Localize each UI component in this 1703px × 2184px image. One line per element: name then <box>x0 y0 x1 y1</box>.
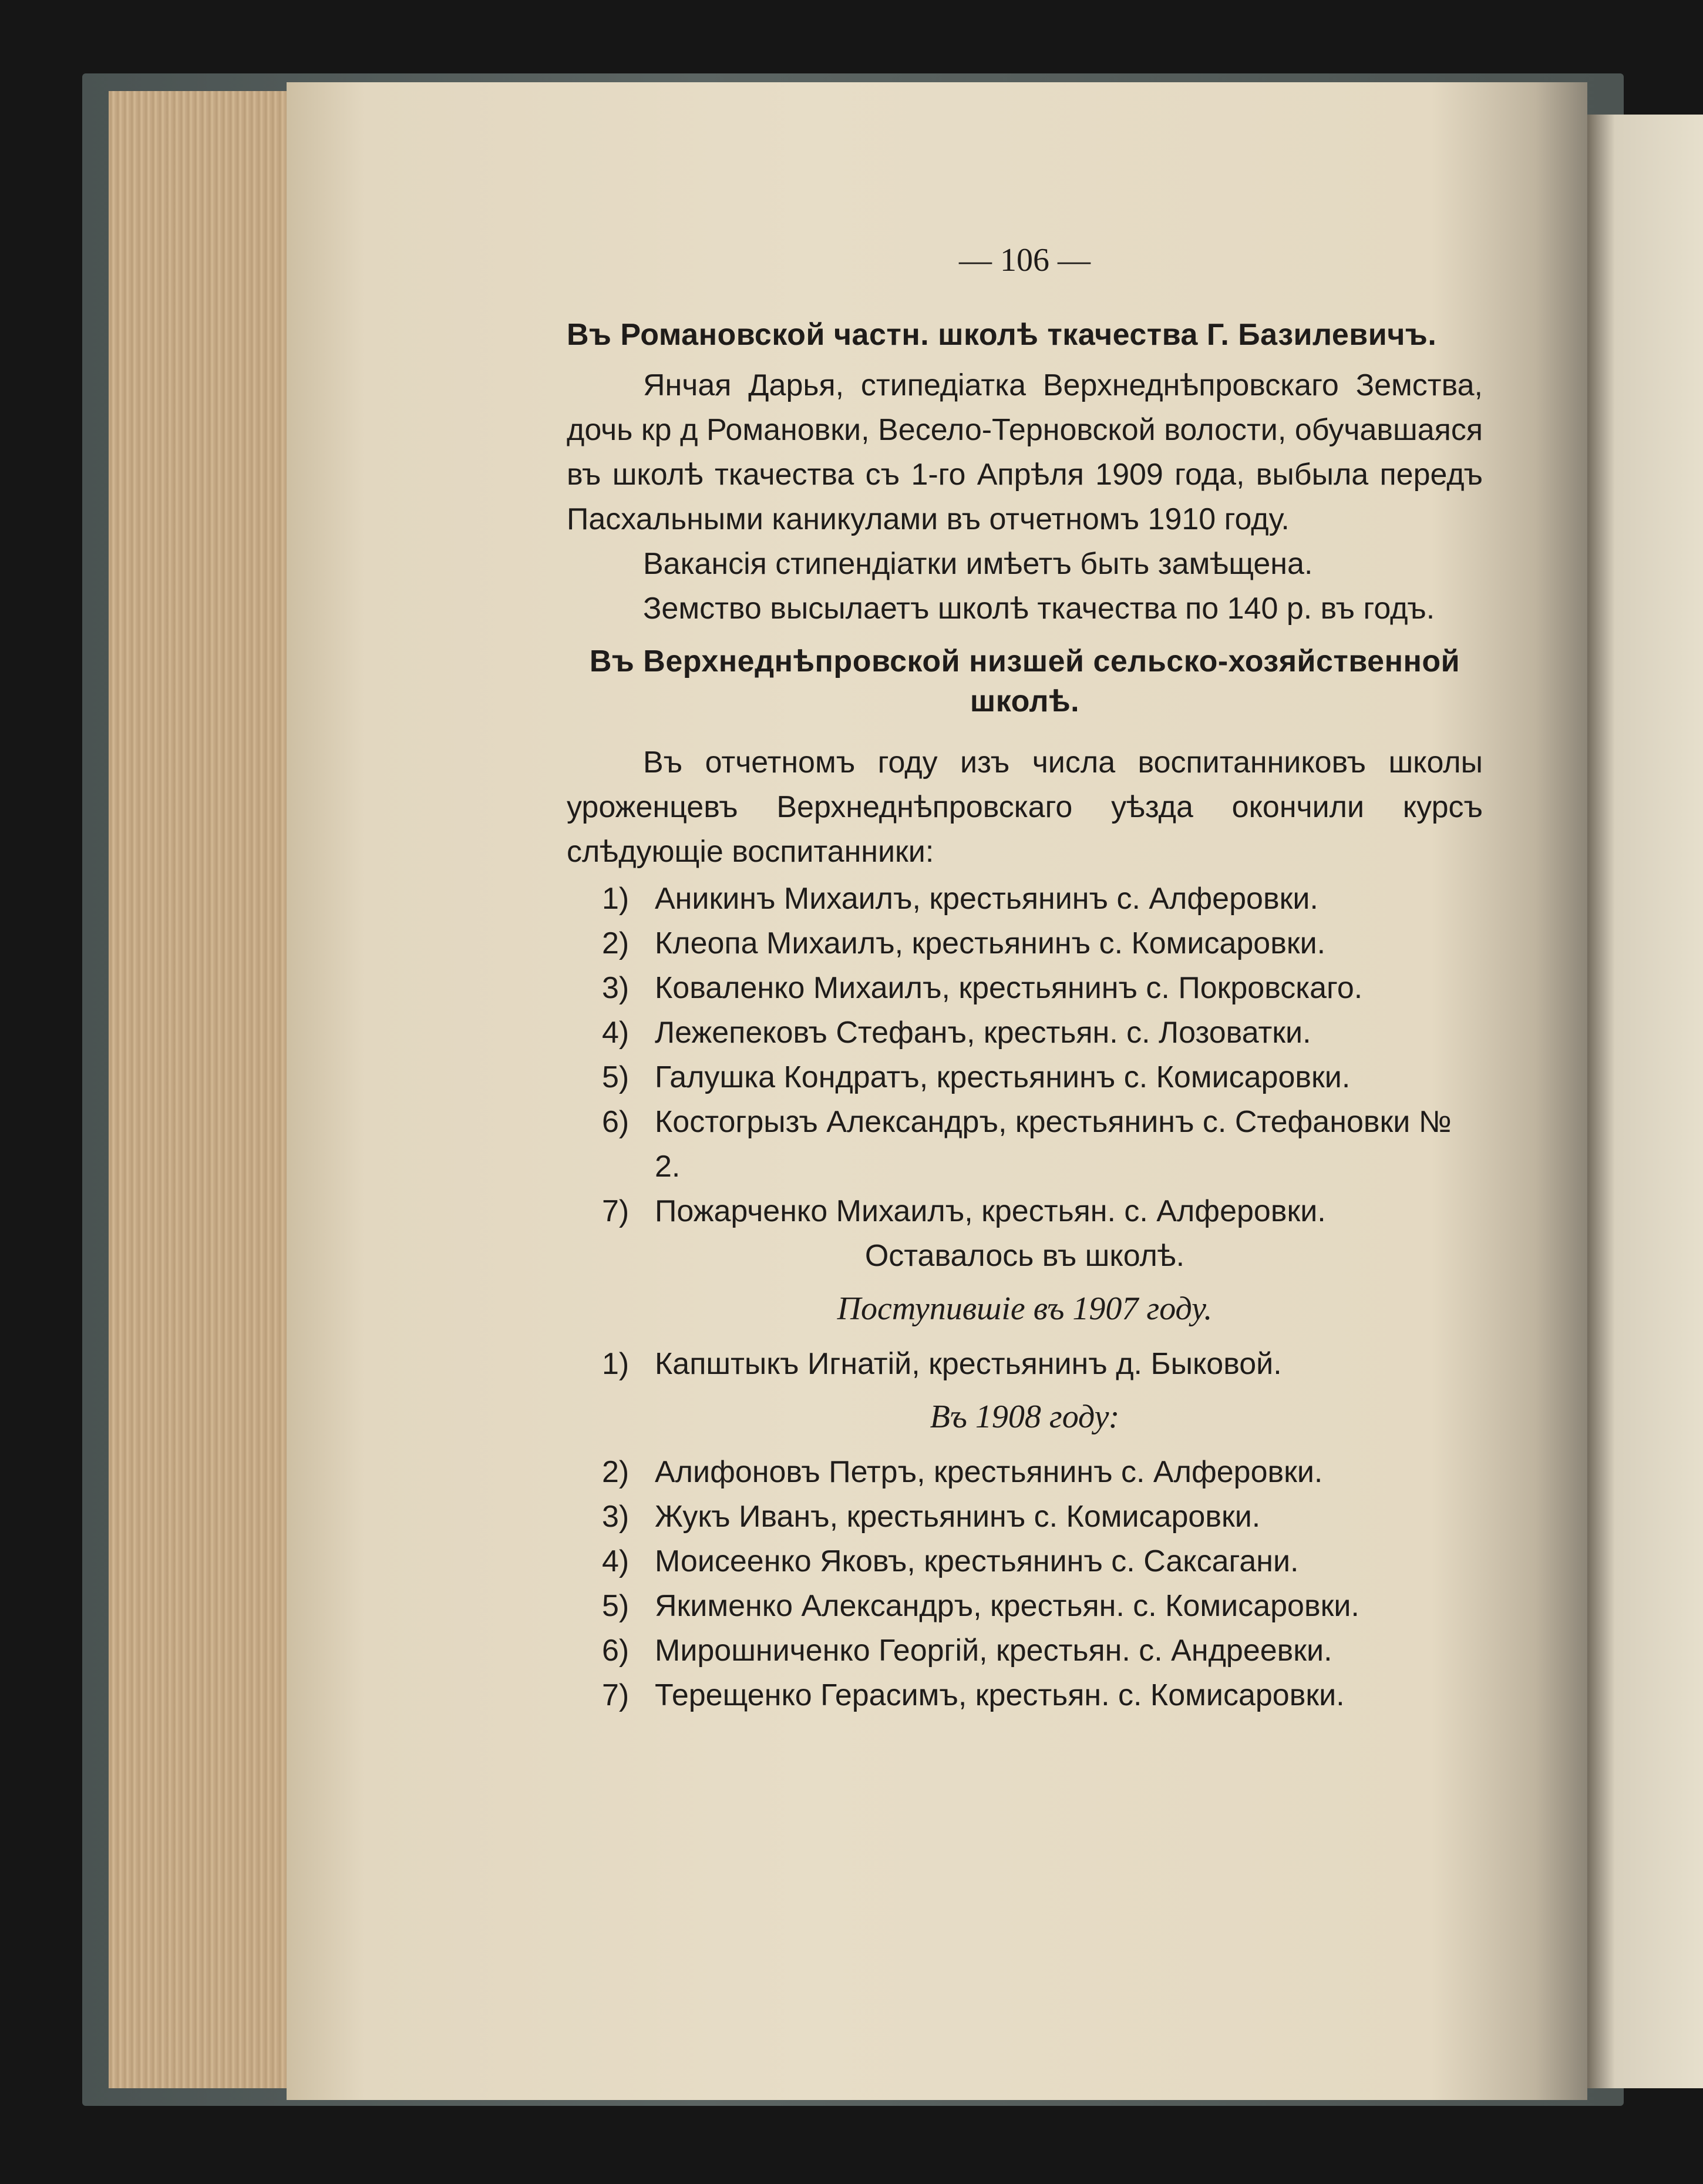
list-number: 7) <box>602 1194 630 1228</box>
admitted-1908-list <box>567 1450 1483 1718</box>
list-item <box>567 1539 1483 1584</box>
list-item <box>567 1189 1483 1234</box>
graduates-list <box>567 876 1483 1234</box>
list-text: Галушка Кондратъ, крестьянинъ с. Комисаровки. <box>655 1060 1351 1094</box>
list-number: 3) <box>602 971 630 1005</box>
admitted-1907-list <box>567 1342 1483 1386</box>
remained-line: Оставалось въ школѣ. <box>864 1239 1185 1273</box>
list-text: Коваленко Михаилъ, крестьянинъ с. Покровскаго. <box>655 971 1363 1005</box>
subheading-1908: Въ 1908 году: <box>930 1399 1120 1435</box>
list-text: Капштыкъ Игнатій, крестьянинъ д. Быковой. <box>655 1347 1282 1381</box>
list-number: 7) <box>602 1678 630 1712</box>
page-edges <box>109 91 297 2088</box>
list-number: 2) <box>602 1455 630 1489</box>
list-text: Костогрызъ Александръ, крестьянинъ с. Стефановки № 2. <box>655 1105 1452 1184</box>
list-item <box>567 1673 1483 1718</box>
list-item <box>567 1342 1483 1386</box>
paragraph: Вакансія стипендіатки имѣетъ быть замѣщена. <box>643 547 1313 581</box>
list-text: Алифоновъ Петръ, крестьянинъ с. Алферовки. <box>655 1455 1323 1489</box>
list-item <box>567 1628 1483 1673</box>
section-heading-agricultural-school: Въ Верхнеднѣпровской низшей сельско-хозяйственной школѣ. <box>589 644 1460 718</box>
list-item <box>567 966 1483 1010</box>
paragraph: Земство высылаетъ школѣ ткачества по 140 р. въ годъ. <box>643 592 1435 626</box>
list-text: Мирошниченко Георгій, крестьян. с. Андреевки. <box>655 1634 1332 1668</box>
paragraph: Въ отчетномъ году изъ числа воспитанниковъ школы уроженцевъ Верхнеднѣпровскаго уѣзда окончили курсъ слѣдующіе воспитанники: <box>567 745 1483 869</box>
list-number: 1) <box>602 882 630 916</box>
section-heading-weaving-school: Въ Романовской частн. школѣ ткачества Г. Базилевичъ. <box>567 318 1437 352</box>
list-number: 4) <box>602 1544 630 1578</box>
list-item <box>567 1100 1483 1189</box>
next-page-edge <box>1586 115 1703 2088</box>
list-number: 6) <box>602 1105 630 1139</box>
list-item <box>567 1055 1483 1100</box>
list-number: 5) <box>602 1589 630 1623</box>
list-text: Жукъ Иванъ, крестьянинъ с. Комисаровки. <box>655 1500 1261 1534</box>
paragraph: Янчая Дарья, стипедіатка Верхнеднѣпровскаго Земства, дочь кр д Романовки, Весело-Терновской волости, обучавшаяся въ школѣ ткачества съ 1-го Апрѣля 1909 года, выбыла передъ Пасхальными каникулами въ отчетномъ 1910 году. <box>567 368 1483 536</box>
list-text: Лежепековъ Стефанъ, крестьян. с. Лозоватки. <box>655 1016 1311 1050</box>
list-number: 2) <box>602 926 630 960</box>
list-text: Якименко Александръ, крестьян. с. Комисаровки. <box>655 1589 1359 1623</box>
list-item <box>567 876 1483 921</box>
list-number: 3) <box>602 1500 630 1534</box>
list-item <box>567 1584 1483 1628</box>
list-number: 5) <box>602 1060 630 1094</box>
list-text: Пожарченко Михаилъ, крестьян. с. Алферовки. <box>655 1194 1326 1228</box>
list-item <box>567 1010 1483 1055</box>
list-item <box>567 921 1483 966</box>
list-item <box>567 1494 1483 1539</box>
page-number: — 106 — <box>959 242 1091 278</box>
list-item <box>567 1450 1483 1494</box>
list-number: 4) <box>602 1016 630 1050</box>
list-number: 6) <box>602 1634 630 1668</box>
page-text <box>567 238 1483 1718</box>
list-text: Моисеенко Яковъ, крестьянинъ с. Саксагани. <box>655 1544 1299 1578</box>
list-number: 1) <box>602 1347 630 1381</box>
list-text: Терещенко Герасимъ, крестьян. с. Комисаровки. <box>655 1678 1345 1712</box>
list-text: Аникинъ Михаилъ, крестьянинъ с. Алферовки. <box>655 882 1318 916</box>
subheading-1907: Поступившіе въ 1907 году. <box>837 1291 1213 1327</box>
list-text: Клеопа Михаилъ, крестьянинъ с. Комисаровки. <box>655 926 1326 960</box>
